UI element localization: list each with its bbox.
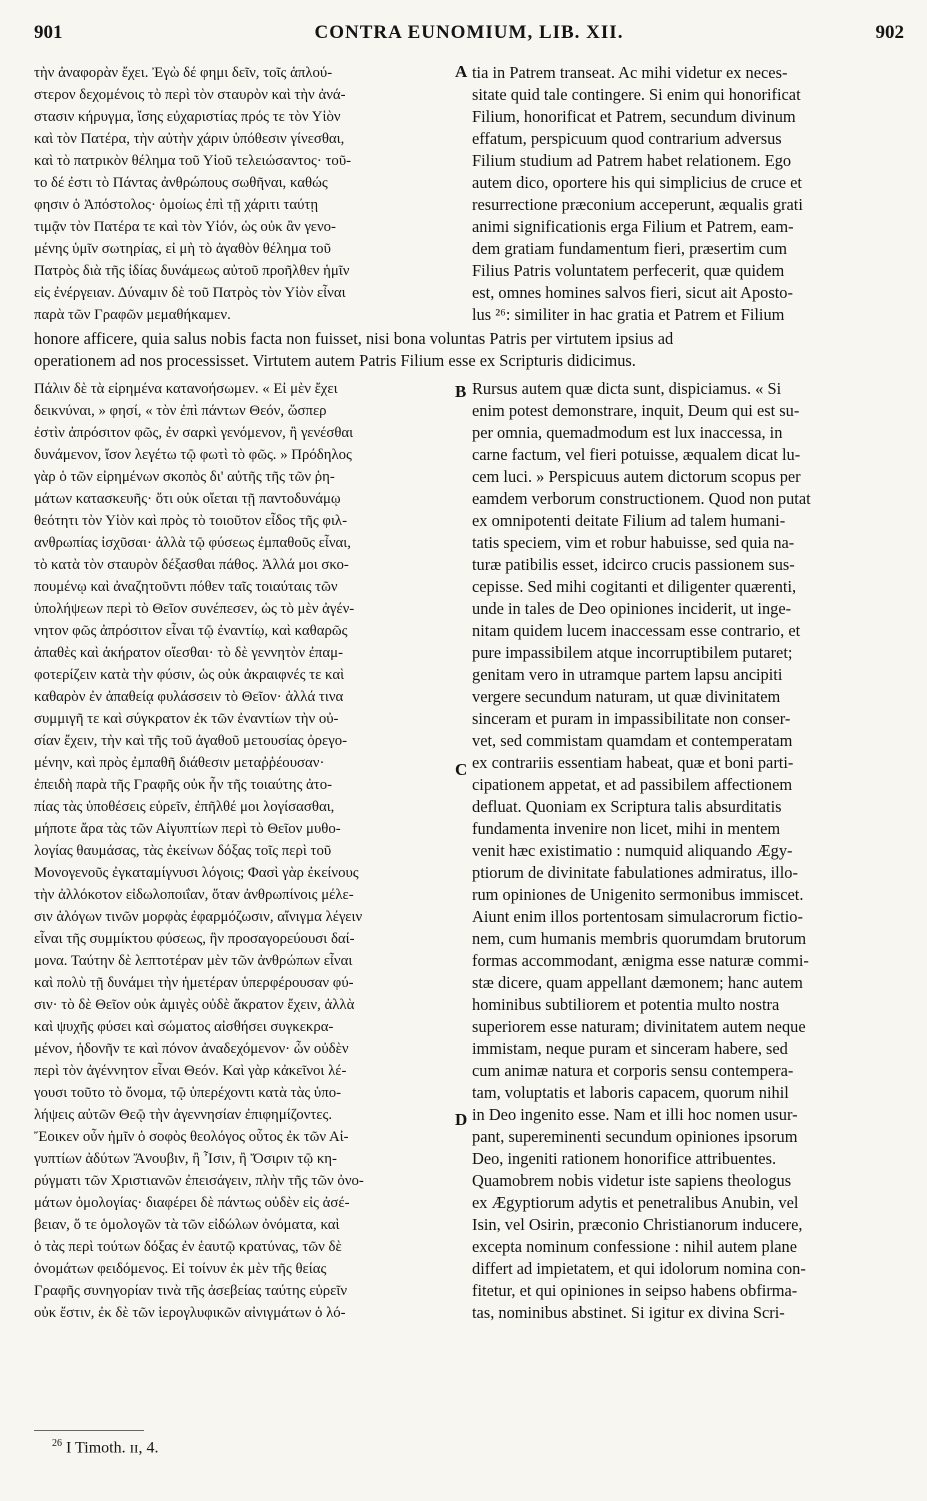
text-line: ρύγματι τῶν Χριστιανῶν ἐπεισάγειν, πλὴν τῆς τῶν ὀνο- bbox=[34, 1173, 364, 1189]
text-line: Πάλιν δὲ τὰ εἰρημένα κατανοήσωμεν. « Εἰ μὲν ἔχει bbox=[34, 381, 338, 397]
text-line: hominibus subtiliorem et potentia multo nostra bbox=[472, 995, 780, 1014]
text-line: tia in Patrem transeat. Ac mihi videtur ex neces- bbox=[472, 63, 788, 82]
latin-full-width-lines bbox=[34, 328, 904, 372]
text-line: Μονογενοῦς ἐγκαταμίγνυσι λόγοις; Φασὶ γὰρ ἐκείνους bbox=[34, 865, 359, 881]
text-line: honore afficere, quia salus nobis facta non fuisset, nisi bona voluntas Patris per virtutem ipsius ad bbox=[34, 329, 674, 348]
text-line: Γραφῆς συνηγορίαν τινὰ τῆς ἀσεβείας ταύτης εὑρεῖν bbox=[34, 1283, 348, 1299]
text-line: animi significationis erga Filium et Patrem, eam- bbox=[472, 217, 794, 236]
text-line: genitam vero in utramque partem lapsu ancipiti bbox=[472, 665, 783, 684]
text-line: superiorem esse naturam; divinitatem autem neque bbox=[472, 1017, 806, 1036]
text-line: τὴν ἀλλόκοτον εἰδωλοποιΐαν, ὅταν ἀνθρωπίνοις μέλε- bbox=[34, 887, 354, 903]
text-line: φησιν ὁ Ἀπόστολος· ὁμοίως ἐπὶ τῇ χάριτι ταύτῃ bbox=[34, 197, 319, 213]
text-line: cum animæ natura et corporis sensu contempera- bbox=[472, 1061, 794, 1080]
text-line: formas accommodant, ænigma esse naturæ commi- bbox=[472, 951, 809, 970]
text-line: enim potest demonstrare, inquit, Deum qui est su- bbox=[472, 401, 800, 420]
text-line: tam, voluptatis et laboris capacem, quorum nihil bbox=[472, 1083, 789, 1102]
text-line: γουσι τοῦτο τὸ ὄνομα, τῷ ὑπερέχοντι κατὰ τὰς ὑπο- bbox=[34, 1085, 342, 1101]
text-line: Deo, ingeniti rationem honorifice attribuentes. bbox=[472, 1149, 777, 1168]
text-line: ὑπολήψεων περὶ τὸ Θεῖον συνέπεσεν, ὡς τὸ μὲν ἀγέν- bbox=[34, 601, 355, 617]
greek-column-block-1 bbox=[34, 62, 454, 326]
footnote bbox=[52, 1438, 158, 1457]
page-header bbox=[34, 22, 904, 52]
text-line: καὶ τὸ πατρικὸν θέλημα τοῦ Υἱοῦ τελειώσαντος· τοῦ- bbox=[34, 153, 352, 169]
text-line: πουμένῳ καὶ ἀναζητοῦντι πόθεν ταῖς τοιαύταις τῶν bbox=[34, 579, 338, 595]
text-line: ὁ τὰς περὶ τούτων δόξας ἐν ἑαυτῷ κρατύνας, τῶν δὲ bbox=[34, 1239, 342, 1255]
text-line: stæ dicere, quam appellant dæmonem; hanc autem bbox=[472, 973, 803, 992]
footnote-number: 26 bbox=[52, 1438, 62, 1449]
text-line: λήψεις αὐτῶν Θεῷ τὴν ἀγεννησίαν ἐπιφημίζοντες. bbox=[34, 1107, 333, 1123]
text-line: carne factum, vel fieri potuisse, æqualem dicat lu- bbox=[472, 445, 801, 464]
text-line: μάτων κατασκευῆς· ὅτι οὐκ οἴεται τῇ παντοδυνάμῳ bbox=[34, 491, 341, 507]
text-line: immistam, neque puram et sinceram habere, sed bbox=[472, 1039, 788, 1058]
text-line: Aiunt enim illos portentosam simulacrorum fictio- bbox=[472, 907, 803, 926]
text-line: μένης ὑμῖν σωτηρίας, εἰ μὴ τὸ ἀγαθὸν θέλημα τοῦ bbox=[34, 241, 331, 257]
text-line: ptiorum de divinitate fabulationes admiratus, illo- bbox=[472, 863, 798, 882]
text-line: tas, nominibus abstinet. Si igitur ex divina Scri- bbox=[472, 1303, 785, 1322]
text-line: σιν· τὸ δὲ Θεῖον οὐκ ἀμιγὲς οὐδὲ ἄκρατον ἔχειν, ἀλλὰ bbox=[34, 997, 355, 1013]
text-line: ex omnipotenti deitate Filium ad talem humani- bbox=[472, 511, 786, 530]
text-line: pant, supereminenti secundum opiniones ipsorum bbox=[472, 1127, 798, 1146]
text-line: καὶ τὸν Πατέρα, τὴν αὐτὴν χάριν ὑπόθεσιν γίνεσθαι, bbox=[34, 131, 345, 147]
text-line: ανθρωπίας ἰσχῦσαι· ἀλλὰ τῷ φύσεως ἐμπαθοῦς εἶναι, bbox=[34, 535, 351, 551]
text-line: τὴν ἀναφορὰν ἔχει. Ἐγὼ δέ φημι δεῖν, τοῖς ἁπλού- bbox=[34, 65, 333, 81]
text-line: μονα. Ταύτην δὲ λεπτοτέραν μὲν τῶν ἀνθρώπων εἶναι bbox=[34, 953, 353, 969]
text-line: ἀπαθὲς καὶ ἀκήρατον οἴεσθαι· τὸ δὲ γεννητὸν ἐπαμ- bbox=[34, 645, 344, 661]
text-line: Isin, vel Osirin, præconio Christianorum inducere, bbox=[472, 1215, 803, 1234]
text-line: θεότητι τὸν Υἱὸν καὶ πρὸς τὸ τοιοῦτον εἶδος τῆς φιλ- bbox=[34, 513, 348, 529]
text-line: est, omnes homines salvos fieri, sicut ait Aposto- bbox=[472, 283, 793, 302]
text-line: γὰρ ὁ τῶν εἰρημένων σκοπὸς δι' αὐτῆς τῆς τῶν ῥη- bbox=[34, 469, 335, 485]
text-line: cem luci. » Perspicuus autem dictorum scopus per bbox=[472, 467, 801, 486]
text-line: fundamenta invenire non licet, mihi in mentem bbox=[472, 819, 781, 838]
text-line: tatis speciem, vim et robur habuisse, sed quia na- bbox=[472, 533, 795, 552]
text-line: Filium studium ad Patrem habet relationem. Ego bbox=[472, 151, 792, 170]
text-line: Filius Patris voluntatem perfecerit, quæ quidem bbox=[472, 261, 785, 280]
margin-marker-b: B bbox=[455, 382, 467, 401]
text-line: differt ad impietatem, et qui idolorum nomina con- bbox=[472, 1259, 806, 1278]
text-line: unde in tales de Deo opiniones inciderit, ut inge- bbox=[472, 599, 792, 618]
text-line: operationem ad nos processisset. Virtutem autem Patris Filium esse ex Scripturis didicimus. bbox=[34, 351, 636, 370]
text-line: το δέ ἐστι τὸ Πάντας ἀνθρώπους σωθῆναι, καθώς bbox=[34, 175, 328, 191]
text-line: νητον φῶς ἀπρόσιτον εἶναι τῷ ἐναντίῳ, καὶ καθαρῶς bbox=[34, 623, 348, 639]
text-line: λογίας θαυμάσας, τὰς ἐκείνων δόξας τοῖς περὶ τοῦ bbox=[34, 843, 332, 859]
text-line: δεικνύναι, » φησί, « τὸν ἐπὶ πάντων Θεόν, ὥσπερ bbox=[34, 403, 327, 419]
text-line: ex contrariis essentiam habeat, quæ et boni parti- bbox=[472, 753, 794, 772]
text-line: rum opiniones de Unigenito sermonibus immiscet. bbox=[472, 885, 804, 904]
text-line: συμμιγῆ τε καὶ σύγκρατον ἐκ τῶν ἐναντίων τὴν οὐ- bbox=[34, 711, 339, 727]
text-line: cipationem appetat, et ad passibilem affectionem bbox=[472, 775, 793, 794]
text-line: τὸ κατὰ τὸν σταυρὸν δέξασθαι πάθος. Ἀλλά μοι σκο- bbox=[34, 557, 349, 573]
text-line: σιν ἀλόγων τινῶν μορφὰς ἐφαρμόζωσιν, αἴνιγμα λέγειν bbox=[34, 909, 363, 925]
text-line: πίας τὰς ὑποθέσεις εὑρεῖν, ἐπῆλθέ μοι λογίσασθαι, bbox=[34, 799, 335, 815]
text-line: defluat. Quoniam ex Scriptura talis absurditatis bbox=[472, 797, 782, 816]
text-line: resurrectione præconium acceperunt, æqualis grati bbox=[472, 195, 803, 214]
page-number-right: 902 bbox=[875, 22, 904, 43]
footnote-rule bbox=[34, 1430, 144, 1431]
page-number-left: 901 bbox=[34, 22, 63, 43]
text-line: lus ²⁶: similiter in hac gratia et Patrem et Filium bbox=[472, 305, 785, 324]
text-line: μένην, καὶ πρὸς ἐμπαθῆ διάθεσιν μεταῤῥέουσαν· bbox=[34, 755, 325, 771]
text-line: μένον, ἡδονῆν τε καὶ πόνον ἀναδεχόμενον· ὧν οὐδὲν bbox=[34, 1041, 349, 1057]
text-line: Rursus autem quæ dicta sunt, dispiciamus. « Si bbox=[472, 379, 782, 398]
text-line: τιμᾷν τὸν Πατέρα τε καὶ τὸν Υἱόν, ὡς οὐκ ἂν γενο- bbox=[34, 219, 336, 235]
margin-marker-a: A bbox=[455, 62, 468, 81]
latin-column-block-2 bbox=[472, 378, 904, 1324]
margin-marker-c: C bbox=[455, 760, 468, 779]
text-line: ἐπειδὴ παρὰ τῆς Γραφῆς οὐκ ἦν τῆς τοιαύτης ἀτο- bbox=[34, 777, 333, 793]
text-line: eamdem verborum constructionem. Quod non putat bbox=[472, 489, 811, 508]
text-line: καθαρὸν ἐν ἀπαθείᾳ φυλάσσειν τὸ Θεῖον· ἀλλά τινα bbox=[34, 689, 344, 705]
text-line: nitam quidem lucem inaccessam esse contrario, et bbox=[472, 621, 801, 640]
text-line: καὶ ψυχῆς φύσει καὶ σώματος αἰσθήσει συγκεκρα- bbox=[34, 1019, 334, 1035]
text-line: οὐκ ἔστιν, ἐκ δὲ τῶν ἱερογλυφικῶν αἰνιγμάτων ὁ λό- bbox=[34, 1305, 346, 1321]
text-line: sitate quid tale contingere. Si enim qui honorificat bbox=[472, 85, 801, 104]
text-line: εἰς ἐνέργειαν. Δύναμιν δὲ τοῦ Πατρὸς τὸν Υἱὸν εἶναι bbox=[34, 285, 346, 301]
text-line: vet, sed commistam quamdam et contemperatam bbox=[472, 731, 793, 750]
text-line: Filium, honorificat et Patrem, secundum divinum bbox=[472, 107, 796, 126]
text-line: fitetur, et qui opiniones in seipso habens obfirma- bbox=[472, 1281, 798, 1300]
footnote-text: I Timoth. ɪɪ, 4. bbox=[62, 1439, 159, 1457]
text-line: in Deo ingenito esse. Nam et illi hoc nomen usur- bbox=[472, 1105, 798, 1124]
text-line: γυπτίων ἀδύτων Ἄνουβιν, ἢ Ἶσιν, ἢ Ὄσιριν τῷ κη- bbox=[34, 1151, 337, 1167]
text-line: nem, cum humanis membris quorumdam brutorum bbox=[472, 929, 807, 948]
text-line: Ἔοικεν οὖν ἡμῖν ὁ σοφὸς θεολόγος οὗτος ἐκ τῶν Αἰ- bbox=[34, 1129, 349, 1145]
text-line: per omnia, quemadmodum est lux inaccessa, in bbox=[472, 423, 783, 442]
text-line: περὶ τὸν ἀγέννητον εἶναι Θεόν. Καὶ γὰρ κἀκεῖνοι λέ- bbox=[34, 1063, 347, 1079]
text-line: dem gratiam fundamentum fieri, præsertim cum bbox=[472, 239, 787, 258]
text-line: ὀνομάτων φειδόμενος. Εἰ τοίνυν ἐκ μὲν τῆς θείας bbox=[34, 1261, 327, 1277]
text-line: sinceram et puram in impassibilitate non conser- bbox=[472, 709, 791, 728]
text-line: παρὰ τῶν Γραφῶν μεμαθήκαμεν. bbox=[34, 307, 231, 323]
margin-marker-d: D bbox=[455, 1110, 468, 1129]
text-line: Quamobrem nobis videtur iste sapiens theologus bbox=[472, 1171, 792, 1190]
text-line: ἐστὶν ἀπρόσιτον φῶς, ἐν σαρκὶ γενόμενον, ἢ γενέσθαι bbox=[34, 425, 354, 441]
text-line: autem dico, oportere his qui simplicius de cruce et bbox=[472, 173, 802, 192]
text-line: στερον δεχομένοις τὸ περὶ τὸν σταυρὸν καὶ τὴν ἀνά- bbox=[34, 87, 346, 103]
text-line: μάτων ὁμολογίας· διαφέρει δὲ πάντως οὐδὲν εἰς ἀσέ- bbox=[34, 1195, 350, 1211]
text-line: καὶ πολὺ τῇ δυνάμει τὴν ἡμετέραν ὑπερφέρουσαν φύ- bbox=[34, 975, 354, 991]
text-line: pure impassibilem atque incorruptibilem putaret; bbox=[472, 643, 793, 662]
text-line: ex Ægyptiorum adytis et penetralibus Anubin, vel bbox=[472, 1193, 799, 1212]
text-line: δυνάμενον, ἴσον λεγέτω τῷ φωτὶ τὸ φῶς. » Πρόδηλος bbox=[34, 447, 352, 463]
greek-column-block-2 bbox=[34, 378, 454, 1324]
text-line: cepisse. Sed mihi cogitanti et diligenter quærenti, bbox=[472, 577, 797, 596]
text-line: Πατρὸς διὰ τῆς ἰδίας δυνάμεως αὐτοῦ προῆλθεν ἡμῖν bbox=[34, 263, 350, 279]
text-line: φοτερίζειν κατὰ τὴν φύσιν, ὡς οὐκ ἀκραιφνές τε καὶ bbox=[34, 667, 345, 683]
text-line: σίαν ἔχειν, τὴν καὶ τῆς τοῦ ἀγαθοῦ μετουσίας ὀρεγο- bbox=[34, 733, 348, 749]
text-line: venit hæc existimatio : numquid aliquando Ægy- bbox=[472, 841, 793, 860]
text-line: turæ patibilis esset, idcirco crucis passionem sus- bbox=[472, 555, 795, 574]
text-line: vergere secundum naturam, ut quæ divinitatem bbox=[472, 687, 781, 706]
text-line: excepta nominum confessione : nihil autem plane bbox=[472, 1237, 797, 1256]
text-line: στασιν κήρυγμα, ἴσης εὐχαριστίας πρός τε τὸν Υἱὸν bbox=[34, 109, 341, 125]
text-line: μήποτε ἄρα τὰς τῶν Αἰγυπτίων περὶ τὸ Θεῖον μυθο- bbox=[34, 821, 341, 837]
running-title: CONTRA EUNOMIUM, LIB. XII. bbox=[314, 22, 624, 43]
text-line: effatum, perspicuum quod contrarium adversus bbox=[472, 129, 782, 148]
text-line: εἶναι τῆς συμμίκτου φύσεως, ἣν προσαγορεύουσι δαί- bbox=[34, 931, 355, 947]
text-line: βειαν, ὅ τε ὁμολογῶν τὰ τῶν εἰδώλων ὀνόματα, καὶ bbox=[34, 1217, 340, 1233]
latin-column-block-1 bbox=[472, 62, 904, 326]
